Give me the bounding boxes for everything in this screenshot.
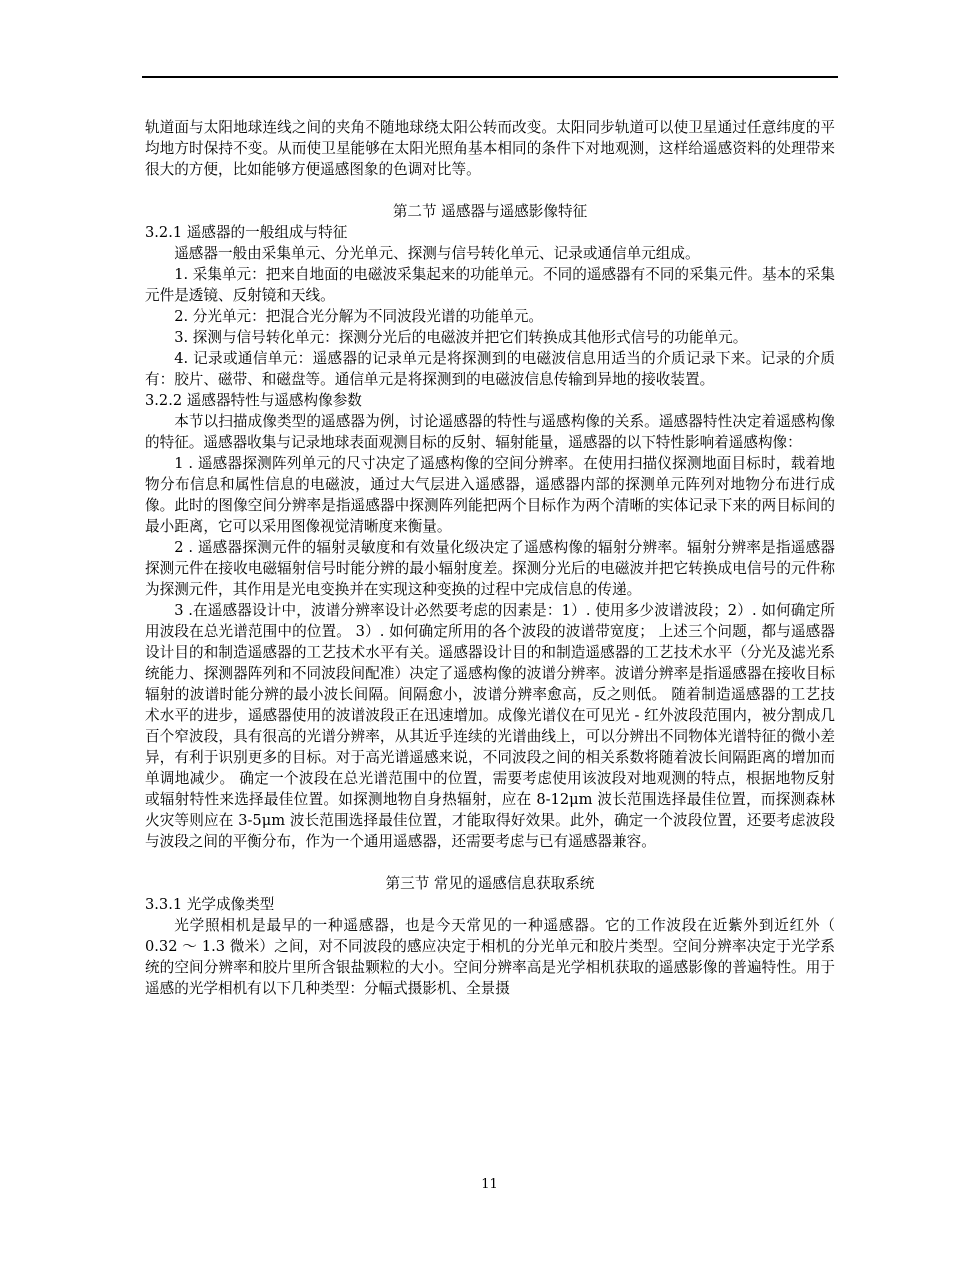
subsection-3-3-1-heading: 3.3.1 光学成像类型 (145, 896, 275, 913)
spacer (145, 852, 835, 873)
page-body (145, 117, 835, 999)
subsection-3-2-1-heading: 3.2.1 遥感器的一般组成与特征 (145, 224, 348, 241)
subsection-3-3-1-text: 光学照相机是最早的一种遥感器，也是今天常见的一种遥感器。它的工作波段在近紫外到近红外（ 0.32 ～ 1.3 微米）之间，对不同波段的感应决定于相机的分光单元和胶片类型。空间分辨率决定于光学系统的空间分辨率和胶片里所含银盐颗粒的大小。空间分辨率高是光学相机获取的遥感影像的普遍特性。用于遥感的光学相机有以下几种类型：分幅式摄影机、全景摄 (145, 917, 835, 997)
section-2-title: 第二节 遥感器与遥感影像特征 (392, 203, 588, 220)
section-3-title: 第三节 常见的遥感信息获取系统 (385, 875, 595, 892)
list-item: 2. 分光单元：把混合光分解为不同波段光谱的功能单元。 (174, 308, 544, 325)
list-item: 1. 采集单元：把来自地面的电磁波采集起来的功能单元。不同的遥感器有不同的采集元件。基本的采集元件是透镜、反射镜和天线。 (145, 266, 835, 304)
subsection-3-2-2-heading: 3.2.2 遥感器特性与遥感构像参数 (145, 392, 362, 409)
page-number: 11 (481, 1177, 498, 1192)
intro-paragraph: 轨道面与太阳地球连线之间的夹角不随地球绕太阳公转而改变。太阳同步轨道可以使卫星通过任意纬度的平均地方时保持不变。从而使卫星能够在太阳光照角基本相同的条件下对地观测，这样给遥感资料的处理带来很大的方便，比如能够方便遥感图象的色调对比等。 (145, 119, 835, 178)
header-rule (142, 76, 838, 78)
list-item: 4. 记录或通信单元：遥感器的记录单元是将探测到的电磁波信息用适当的介质记录下来。记录的介质有：胶片、磁带、和磁盘等。通信单元是将探测到的电磁波信息传输到异地的接收装置。 (145, 350, 835, 388)
list-item: 2 . 遥感器探测元件的辐射灵敏度和有效量化级决定了遥感构像的辐射分辨率。辐射分辨率是指遥感器探测元件在接收电磁辐射信号时能分辨的最小辐射度差。探测分光后的电磁波并把它转换成电信号的元件称为探测元件，其作用是光电变换并在实现这种变换的过程中完成信息的传递。 (145, 539, 835, 598)
subsection-3-2-2-lead: 本节以扫描成像类型的遥感器为例，讨论遥感器的特性与遥感构像的关系。遥感器特性决定着遥感构像的特征。遥感器收集与记录地球表面观测目标的反射、辐射能量，遥感器的以下特性影响着遥感构像： (145, 413, 835, 451)
list-item: 3 .在遥感器设计中，波谱分辨率设计必然要考虑的因素是：1）. 使用多少波谱波段；2）. 如何确定所用波段在总光谱范围中的位置。 3）. 如何确定所用的各个波段的波谱带宽度； 上述三个问题，都与遥感器设计目的和制造遥感器的工艺技术水平有关。遥感器设计目的和制造遥感器的工艺技术水平（分光及滤光系统能力、探测器阵列和不同波段间配准）决定了遥感构像的波谱分辨率。波谱分辨率是指遥感器在接收目标辐射的波谱时能分辨的最小波长间隔。间隔愈小，波谱分辨率愈高，反之则低。 随着制造遥感器的工艺技术水平的进步，遥感器使用的波谱波段正在迅速增加。成像光谱仪在可见光 - 红外波段范围内，被分割成几百个窄波段，具有很高的光谱分辨率，从其近乎连续的光谱曲线上，可以分辨出不同物体光谱特征的微小差异，有利于识别更多的目标。对于高光谱遥感来说，不同波段之间的相关系数将随着波长间隔距离的增加而单调地减少。 确定一个波段在总光谱范围中的位置，需要考虑使用该波段对地观测的特点，根据地物反射或辐射特性来选择最佳位置。如探测地物自身热辐射，应在 8-12μm 波长范围选择最佳位置，而探测森林火灾等则应在 3-5μm 波长范围选择最佳位置，才能取得好效果。此外，确定一个波段位置，还要考虑波段与波段之间的平衡分布，作为一个通用遥感器，还需要考虑与已有遥感器兼容。 (145, 602, 835, 850)
spacer (145, 180, 835, 201)
list-item: 1 . 遥感器探测阵列单元的尺寸决定了遥感构像的空间分辨率。在使用扫描仪探测地面目标时，载着地物分布信息和属性信息的电磁波，通过大气层进入遥感器，遥感器内部的探测单元阵列对地物分布进行成像。此时的图像空间分辨率是指遥感器中探测阵列能把两个目标作为两个清晰的实体记录下来的两目标间的最小距离，它可以采用图像视觉清晰度来衡量。 (145, 455, 835, 535)
subsection-3-2-1-lead: 遥感器一般由采集单元、分光单元、探测与信号转化单元、记录或通信单元组成。 (174, 245, 700, 262)
list-item: 3. 探测与信号转化单元：探测分光后的电磁波并把它们转换成其他形式信号的功能单元。 (174, 329, 748, 346)
